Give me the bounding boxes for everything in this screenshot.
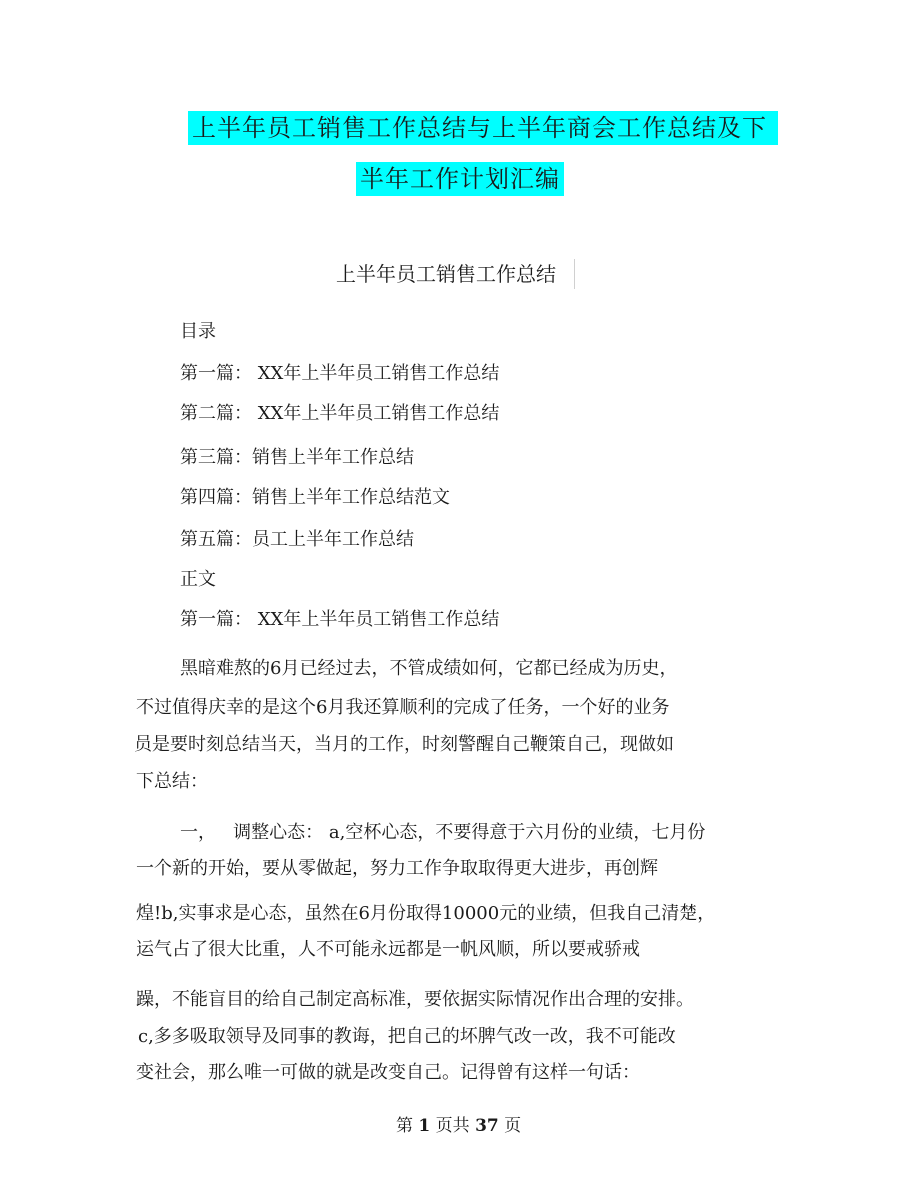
paragraph-line: 不过值得庆幸的是这个6月我还算顺利的完成了任务，一个好的业务 (136, 697, 670, 718)
current-page-number: 1 (418, 1116, 431, 1136)
paragraph-line: 下总结： (136, 771, 208, 792)
document-title-line-2: 半年工作计划汇编 (356, 162, 564, 196)
page-footer (396, 1114, 521, 1138)
page-label-prefix: 第 (396, 1116, 413, 1136)
paragraph-line: 一， 调整心态： a,空杯心态，不要得意于六月份的业绩，七月份 (180, 822, 706, 843)
document-title-line-1: 上半年员工销售工作总结与上半年商会工作总结及下 (188, 111, 778, 145)
toc-item: 第三篇：销售上半年工作总结 (180, 447, 414, 468)
page-label-middle: 页共 (435, 1116, 470, 1136)
paragraph-line: 变社会，那么唯一可做的就是改变自己。记得曾有这样一句话： (136, 1062, 640, 1083)
paragraph-line: 运气占了很大比重，人不可能永远都是一帆风顺，所以要戒骄戒 (136, 939, 640, 960)
total-pages-number: 37 (475, 1116, 499, 1136)
paragraph-line: 煌!b,实事求是心态，虽然在6月份取得10000元的业绩，但我自己清楚， (136, 903, 716, 924)
toc-heading: 目录 (180, 321, 216, 342)
toc-item: 第五篇：员工上半年工作总结 (180, 529, 414, 550)
toc-item: 第四篇：销售上半年工作总结范文 (180, 487, 450, 508)
paragraph-line: c,多多吸取领导及同事的教诲，把自己的坏脾气改一改，我不可能改 (138, 1026, 676, 1047)
paragraph-line: 员是要时刻总结当天，当月的工作，时刻警醒自己鞭策自己，现做如 (134, 734, 674, 755)
toc-item: 第一篇： XX年上半年员工销售工作总结 (180, 363, 500, 384)
toc-item: 第二篇： XX年上半年员工销售工作总结 (180, 403, 500, 424)
paragraph-line: 躁，不能盲目的给自己制定高标准，要依据实际情况作出合理的安排。 (136, 989, 694, 1010)
section-heading: 第一篇： XX年上半年员工销售工作总结 (180, 609, 500, 630)
document-subtitle: 上半年员工销售工作总结 (336, 259, 575, 289)
paragraph-line: 黑暗难熬的6月已经过去，不管成绩如何，它都已经成为历史， (180, 658, 678, 679)
paragraph-line: 一个新的开始，要从零做起，努力工作争取取得更大进步，再创辉 (136, 858, 658, 879)
page-label-suffix: 页 (504, 1116, 522, 1136)
body-heading: 正文 (180, 569, 216, 590)
